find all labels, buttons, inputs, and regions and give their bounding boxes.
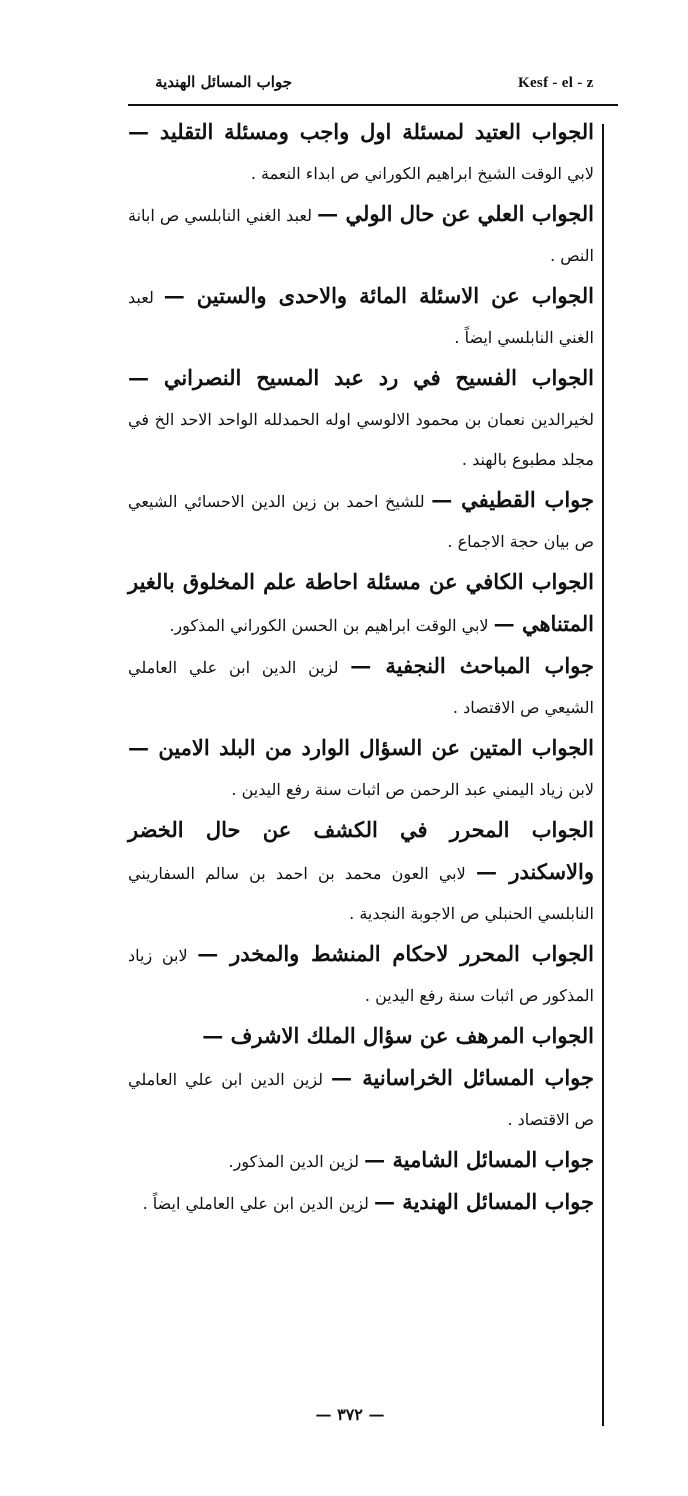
entry-description: لزين الدين المذكور. [228, 1152, 360, 1171]
entry-title: الجواب العلي عن حال الولي — [317, 201, 594, 226]
entry-description: لعبد الغني النابلسي ايضاً . [128, 288, 594, 347]
bibliography-entry [128, 1182, 594, 1224]
bibliography-entry [128, 112, 594, 194]
entry-text [128, 934, 594, 1016]
entry-text [128, 562, 594, 646]
entry-title: الجواب الكافي عن مسئلة احاطة علم المخلوق بالغير المتناهي — [128, 569, 594, 636]
entry-description: لزين الدين ابن علي العاملي الشيعي ص الاقتصاد . [128, 658, 594, 717]
entry-text [128, 810, 594, 934]
entry-text [128, 1140, 594, 1182]
entry-title: جواب المباحث النجفية — [350, 653, 594, 678]
entry-title: الجواب المحرر لاحكام المنشط والمخدر — [197, 941, 594, 966]
entry-text [128, 112, 594, 194]
entry-text [128, 358, 594, 480]
bibliography-entry [128, 728, 594, 810]
entry-text [128, 646, 594, 728]
entry-description: لابن زياد اليمني عبد الرحمن ص اثبات سنة رفع اليدين . [231, 780, 594, 799]
entry-text [128, 1016, 594, 1058]
bibliography-entry [128, 276, 594, 358]
page-number: — ٣٧٢ — [315, 1405, 385, 1424]
entry-description: لعبد الغني النابلسي ص ابانة النص . [128, 206, 594, 265]
bibliography-entry [128, 358, 594, 480]
header-rule [128, 104, 618, 106]
entry-description: لزين الدين ابن علي العاملي ص الاقتصاد . [128, 1070, 594, 1129]
entry-text [128, 1182, 594, 1224]
entry-text [128, 194, 594, 276]
entry-text [128, 480, 594, 562]
bibliography-entry [128, 562, 594, 646]
entry-description: لابي الوقت الشيخ ابراهيم الكوراني ص ابداء النعمة . [250, 164, 594, 183]
bibliography-entry [128, 480, 594, 562]
entry-text [128, 728, 594, 810]
entry-title: الجواب المرهف عن سؤال الملك الاشرف — [202, 1023, 594, 1048]
bibliography-entry [128, 810, 594, 934]
entry-title: الجواب المحرر في الكشف عن حال الخضر والاسكندر — [128, 817, 594, 884]
entry-title: جواب القطيفي — [431, 487, 594, 512]
entry-description: لخيرالدين نعمان بن محمود الالوسي اوله الحمدلله الواحد الاحد الخ في مجلد مطبوع بالهند . [128, 410, 594, 469]
entry-list [128, 112, 594, 1224]
entry-description: لزين الدين ابن علي العاملي ايضاً . [142, 1194, 369, 1213]
bibliography-entry [128, 1140, 594, 1182]
entry-title: جواب المسائل الخراسانية — [331, 1065, 594, 1090]
entry-title: الجواب المتين عن السؤال الوارد من البلد الامين — [128, 735, 594, 760]
entry-title: الجواب العتيد لمسئلة اول واجب ومسئلة التقليد — [128, 119, 594, 144]
bibliography-entry [128, 646, 594, 728]
entry-title: الجواب الفسيح في رد عبد المسيح النصراني — [128, 365, 594, 390]
entry-title: الجواب عن الاسئلة المائة والاحدى والستين — [163, 283, 594, 308]
entry-description: لابن زياد المذكور ص اثبات سنة رفع اليدين . [128, 946, 594, 1005]
entry-description: للشيخ احمد بن زين الدين الاحسائي الشيعي ص بيان حجة الاجماع . [128, 492, 594, 551]
bibliography-entry [128, 1016, 594, 1058]
entry-description: لابي العون محمد بن احمد بن سالم السفاريني النابلسي الحنبلي ص الاجوبة النجدية . [128, 864, 594, 923]
bibliography-entry [128, 194, 594, 276]
entry-text [128, 1058, 594, 1140]
header-running-title-arabic: جواب المسائل الهندية [155, 73, 292, 91]
column-rule [602, 124, 604, 1426]
entry-title: جواب المسائل الشامية — [364, 1147, 594, 1172]
bibliography-entry [128, 1058, 594, 1140]
bibliography-entry [128, 934, 594, 1016]
entry-description: لابي الوقت ابراهيم بن الحسن الكوراني المذكور. [169, 616, 489, 635]
entry-text [128, 276, 594, 358]
header-running-title-latin: Kesf - el - z [518, 75, 594, 91]
entry-title: جواب المسائل الهندية — [374, 1189, 594, 1214]
